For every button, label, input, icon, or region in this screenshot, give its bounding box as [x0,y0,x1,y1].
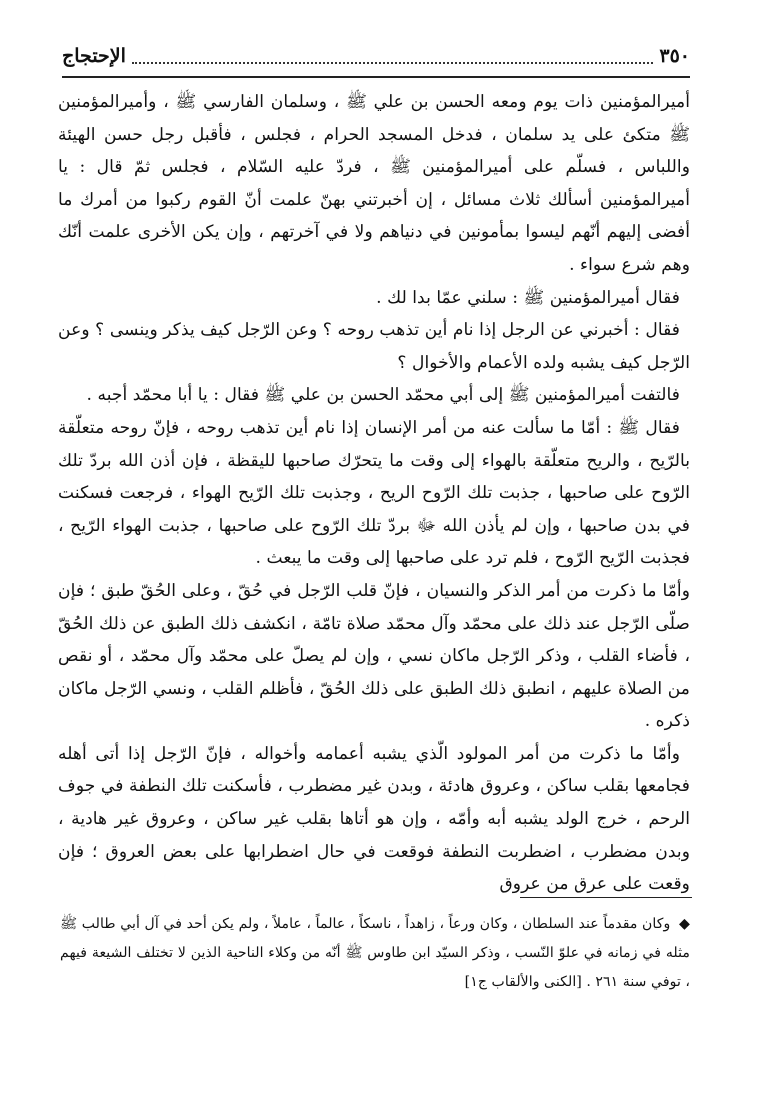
footnote [60,910,690,997]
main-text [58,86,690,901]
paragraph: فقال أميرالمؤمنين ﷺ : سلني عمّا بدا لك . [376,287,680,308]
paragraph: وأمّا ما ذكرت من أمر المولود الّذي يشبه أعمامه وأخواله ، فإنّ الرّجل إذا أتى أهله فجامعها بقلب ساكن ، وعروق هادئة ، وبدن غير مضطرب ، فأسكنت تلك النطفة في جوف الرحم ، خرج الولد يشبه أبه وأمّه ، وإن هو أتاها بقلب غير ساكن ، وعروق غير هادية ، وبدن مضطرب ، اضطربت النطفة فوقعت في حال اضطرابها على بعض العروق ؛ فإن وقعت على عرق من عروق [58,743,690,895]
footnote-reference: [الكنى والألقاب ج١] [464,974,582,990]
footnote-marker-icon: ◆ [678,916,690,932]
paragraph: فقال : أخبرني عن الرجل إذا نام أين تذهب روحه ؟ وعن الرّجل كيف يذكر وينسى ؟ وعن الرّجل كيف يشبه ولده الأعمام والأخوال ؟ [58,320,690,373]
paragraph: وأمّا ما ذكرت من أمر الذكر والنسيان ، فإنّ قلب الرّجل في حُقّ ، وعلى الحُقّ طبق ؛ فإن صلّى الرّجل عند ذلك على محمّد وآل محمّد صلاة تامّة ، انكشف ذلك الطبق عن ذلك الحُقّ ، فأضاء القلب ، وذكر الرّجل ماكان نسي ، وإن لم يصلّ على محمّد وآل محمّد ، أو نقص من الصلاة عليهم ، انطبق ذلك الطبق على ذلك الحُقّ ، فأظلم القلب ، ونسي الرّجل ماكان ذكره . [58,580,690,732]
footnote-rule [520,897,692,898]
header-dot-leader [132,48,653,64]
footnote-text: وكان مقدماً عند السلطان ، وكان ورعاً ، زاهداً ، ناسكاً ، عالماً ، عاملاً ، ولم يكن أحد في آل أبي طالب ﷺ مثله في زمانه في علوّ النّسب ، وذكر السيّد ابن طاوس ﷺ أنّه من وكلاء الناحية الذين لا تختلف الشيعة فيهم ، توفي سنة ٢٦١ . [60,916,690,990]
paragraph: فقال ﷺ : أمّا ما سألت عنه من أمر الإنسان إذا نام أين تذهب روحه ، فإنّ روحه متعلّقة بالرّيح ، والريح متعلّقة بالهواء إلى وقت ما يتحرّك صاحبها لليقظة ، فإن أذن الله بردّ تلك الرّوح على صاحبها ، جذبت تلك الرّوح الريح ، وجذبت تلك الرّيح الهواء ، فرجعت فسكنت في بدن صاحبها ، وإن لم يأذن الله ﷻ بردّ تلك الرّوح على صاحبها ، جذبت الهواء الرّيح ، فجذبت الرّيح الرّوح ، فلم ترد على صاحبها إلى وقت ما يبعث . [58,417,690,569]
page-number: ٣٥٠ [659,45,690,67]
paragraph: فالتفت أميرالمؤمنين ﷺ إلى أبي محمّد الحسن بن علي ﷺ فقال : يا أبا محمّد أجبه . [86,385,680,406]
paragraph: أميرالمؤمنين ذات يوم ومعه الحسن بن علي ﷺ ، وسلمان الفارسي ﷺ ، وأميرالمؤمنين ﷺ متكئ على يد سلمان ، فدخل المسجد الحرام ، فجلس ، فأقبل رجل حسن الهيئة واللباس ، فسلّم على أميرالمؤمنين ﷺ ، فردّ عليه السّلام ، فجلس ثمّ قال : يا أميرالمؤمنين أسألك ثلاث مسائل ، إن أخبرتني بهنّ علمت أنّ القوم ركبوا من أمرك ما أفضى إليهم أنّهم ليسوا بمأمونين في دنياهم ولا في آخرتهم ، وإن يكن الأخرى علمت أنّك وهم شرع سواء . [58,92,690,275]
header-rule [62,76,690,78]
running-header [62,38,690,74]
book-title: الإحتجاج [62,45,126,67]
